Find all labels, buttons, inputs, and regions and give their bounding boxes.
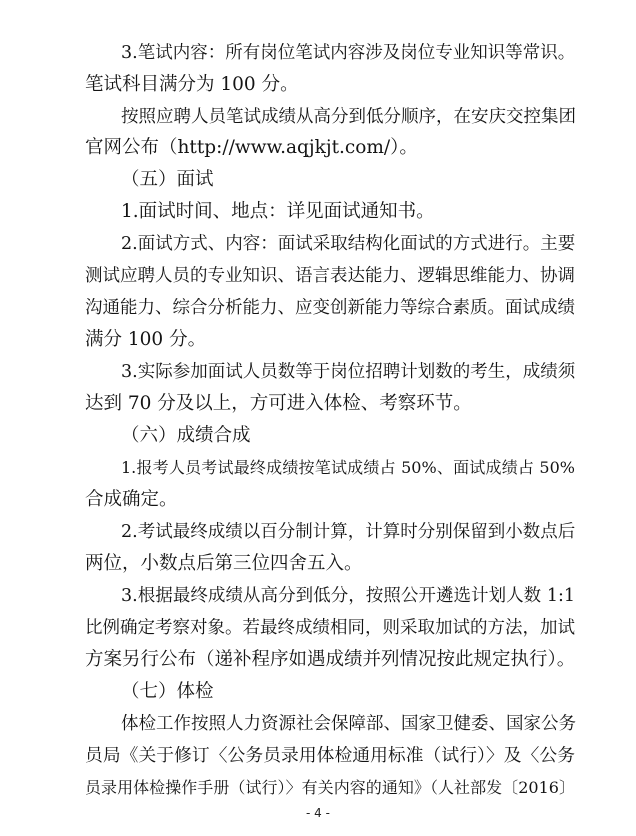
section-heading: （五）面试 [121,169,214,190]
paragraph-line: 比例确定考察对象。若最终成绩相同，则采取加试的方法，加试 [85,618,575,638]
page-number: - 4 - [306,806,330,820]
paragraph-line: 3.笔试内容：所有岗位笔试内容涉及岗位专业知识等常识。 [121,43,576,63]
paragraph-line: 按照应聘人员笔试成绩从高分到低分顺序，在安庆交控集团 [121,107,576,127]
paragraph-line: 合成确定。 [85,489,178,510]
paragraph-line: 两位，小数点后第三位四舍五入。 [85,553,363,574]
paragraph-line: 2.考试最终成绩以百分制计算，计算时分别保留到小数点后 [121,522,576,542]
paragraph-line: 1.面试时间、地点：详见面试通知书。 [121,201,435,222]
paragraph-line: 满分 100 分。 [85,329,207,350]
paragraph-line: 3.根据最终成绩从高分到低分，按照公开遴选计划人数 1:1 [121,586,575,606]
paragraph-line: 3.实际参加面试人员数等于岗位招聘计划数的考生，成绩须 [121,362,576,382]
section-heading: （七）体检 [121,681,214,702]
paragraph-line: 官网公布（http://www.aqjkjt.com/）。 [85,137,418,158]
paragraph-line: 沟通能力、综合分析能力、应变创新能力等综合素质。面试成绩 [85,298,575,318]
paragraph-line: 2.面试方式、内容：面试采取结构化面试的方式进行。主要 [121,234,576,254]
paragraph-line: 测试应聘人员的专业知识、语言表达能力、逻辑思维能力、协调 [85,266,575,286]
paragraph-line: 员局《关于修订〈公务员录用体检通用标准（试行）〉及〈公务 [85,746,575,766]
paragraph-line: 笔试科目满分为 100 分。 [85,74,299,95]
paragraph-line: 体检工作按照人力资源社会保障部、国家卫健委、国家公务 [121,714,576,734]
paragraph-line: 1.报考人员考试最终成绩按笔试成绩占 50%、面试成绩占 50% [121,458,575,477]
paragraph-line: 方案另行公布（递补程序如遇成绩并列情况按此规定执行）。 [85,649,576,670]
paragraph-line: 达到 70 分及以上，方可进入体检、考察环节。 [85,393,472,414]
section-heading: （六）成绩合成 [121,425,251,446]
paragraph-line: 员录用体检操作手册（试行）〉有关内容的通知》（人社部发〔2016〕 [85,778,575,797]
